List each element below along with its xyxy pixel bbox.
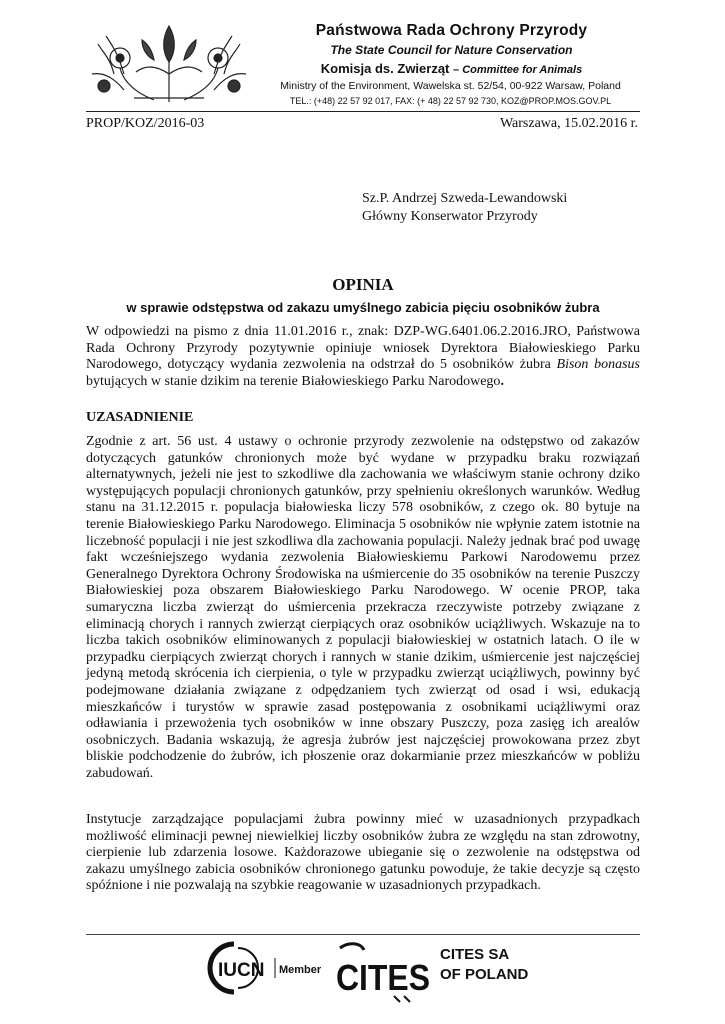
- addressee-block: [362, 190, 567, 226]
- opinion-end: .: [500, 373, 504, 389]
- committee-name-english: – Committee for Animals: [453, 64, 583, 76]
- ministry-address: Ministry of the Environment, Wawelska st. 52/54, 00-922 Warsaw, Poland: [280, 80, 621, 92]
- document-reference: PROP/KOZ/2016-03: [86, 116, 205, 131]
- document-title: OPINIA: [332, 275, 394, 294]
- council-emblem-logo: [84, 14, 254, 106]
- iucn-member-label: Member: [279, 964, 322, 976]
- species-name: Bison bonasus: [556, 357, 640, 373]
- opinion-text-a: W odpowiedzi na pismo z dnia 11.01.2016 r., znak: DZP-WG.6401.06.2.2016.JRO, Państwowa Rada Ochrony Przyrody pozytywnie opiniuje wniosek Dyrektora Białowieskiego Parku Narodowego, dotyczący wydania zezwolenia na odstrzał do 5 osobników żubra: [86, 324, 640, 373]
- committee-name-polish: Komisja ds. Zwierząt: [320, 61, 450, 76]
- cites-sa-title: CITES SA: [440, 946, 510, 963]
- opinion-paragraph: [86, 324, 640, 390]
- cites-sa-country: OF POLAND: [440, 966, 529, 983]
- contact-line: TEL.: (+48) 22 57 92 017, FAX: (+ 48) 22 57 92 730, KOZ@PROP.MOS.GOV.PL: [289, 96, 612, 106]
- section-heading: UZASADNIENIE: [86, 410, 194, 425]
- cites-logo: [334, 938, 434, 1004]
- addressee-position: Główny Konserwator Przyrody: [362, 209, 538, 224]
- addressee-name: Sz.P. Andrzej Szweda-Lewandowski: [362, 191, 568, 206]
- iucn-member-logo: [204, 938, 330, 998]
- cites-wordmark: CITES: [336, 957, 430, 998]
- justification-paragraph-1: Zgodnie z art. 56 ust. 4 ustawy o ochronie przyrody zezwolenie na odstępstwo od zakazów dotyczących gatunków chronionych może być wydane w przypadku braku rozwiązań alternatywnych, jeżeli nie jest to szkodliwe dla zachowania we właściwym stanie ochrony dziko występujących populacji chronionych gatunków, przy spełnieniu określonych warunków. Według stanu na 31.12.2015 r. populacja białowieska liczy 578 osobników, z czego ok. 80 bytuje na terenie Białowieskiego Parku Narodowego. Eliminacja 5 osobników nie wpłynie zatem istotnie na liczebność populacji i nie jest szkodliwa dla zachowania populacji. Należy jednak brać pod uwagę fakt wcześniejszego wydania zezwolenia Białowieskiemu Parkowi Narodowemu przez Generalnego Dyrektora Ochrony Środowiska na uśmiercenie do 35 osobników na terenie Puszczy Białowieskiej poza obszarem Białowieskiego Parku Narodowego. W ocenie PROP, taka sumaryczna liczba zwierząt do uśmiercenia przekracza rzeczywiste potrzeby związane z eliminacją chorych i rannych zwierząt cierpiących oraz osobników uciążliwych. Wskazuje na to liczba takich osobników eliminowanych z populacji białowieskiej w ostatnich latach. O ile w przypadku cierpiących zwierząt chorych i rannych w stanie dzikim, uśmiercenie jest najczęściej jedyną metodą skrócenia ich cierpienia, o tyle w przypadku zwierząt uciążliwych, powinny być podejmowane działania związane z odpędzaniem tych zwierząt od osad i wsi, edukacją mieszkańców i turystów w sprawie zasad postępowania z osobnikami uciążliwymi oraz odławiania i przewożenia tych osobników w inne obszary Puszczy, poza zasięg ich arealów osobniczych. Badania wskazują, że agresja żubrów jest najczęściej prowokowana przez zbyt bliskie podchodzenie do żubrów, ich płoszenie oraz dokarmianie przez mieszkańców w pobliżu zabudowań.: [86, 434, 640, 781]
- committee-name: [264, 61, 639, 76]
- org-name: Państwowa Rada Ochrony Przyrody: [315, 22, 588, 39]
- org-name-english: The State Council for Nature Conservation: [330, 43, 573, 57]
- footer-divider: [86, 934, 640, 935]
- justification-paragraph-2: Instytucje zarządzające populacjami żubra powinny mieć w uzasadnionych przypadkach możliwość eliminacji pewnej niewielkiej liczby osobników żubra ze względu na stan zdrowotny, cierpienie lub zdarzenia losowe. Każdorazowe ubieganie się o zezwolenie na odstępstwa od zakazu umyślnego zabicia osobników chronionego gatunku powoduje, że takie decyzje są często spóźnione i nie pozwalają na szybkie reagowanie w uzasadnionych przypadkach.: [86, 812, 640, 894]
- header-divider: [86, 111, 640, 112]
- place-date: Warszawa, 15.02.2016 r.: [499, 116, 638, 131]
- reference-line: [86, 116, 638, 132]
- opinion-text-b: bytujących w stanie dzikim na terenie Białowieskiego Parku Narodowego: [86, 373, 501, 389]
- document-subtitle: w sprawie odstępstwa od zakazu umyślnego zabicia pięciu osobników żubra: [126, 300, 600, 315]
- iucn-wordmark: IUCN: [218, 960, 265, 981]
